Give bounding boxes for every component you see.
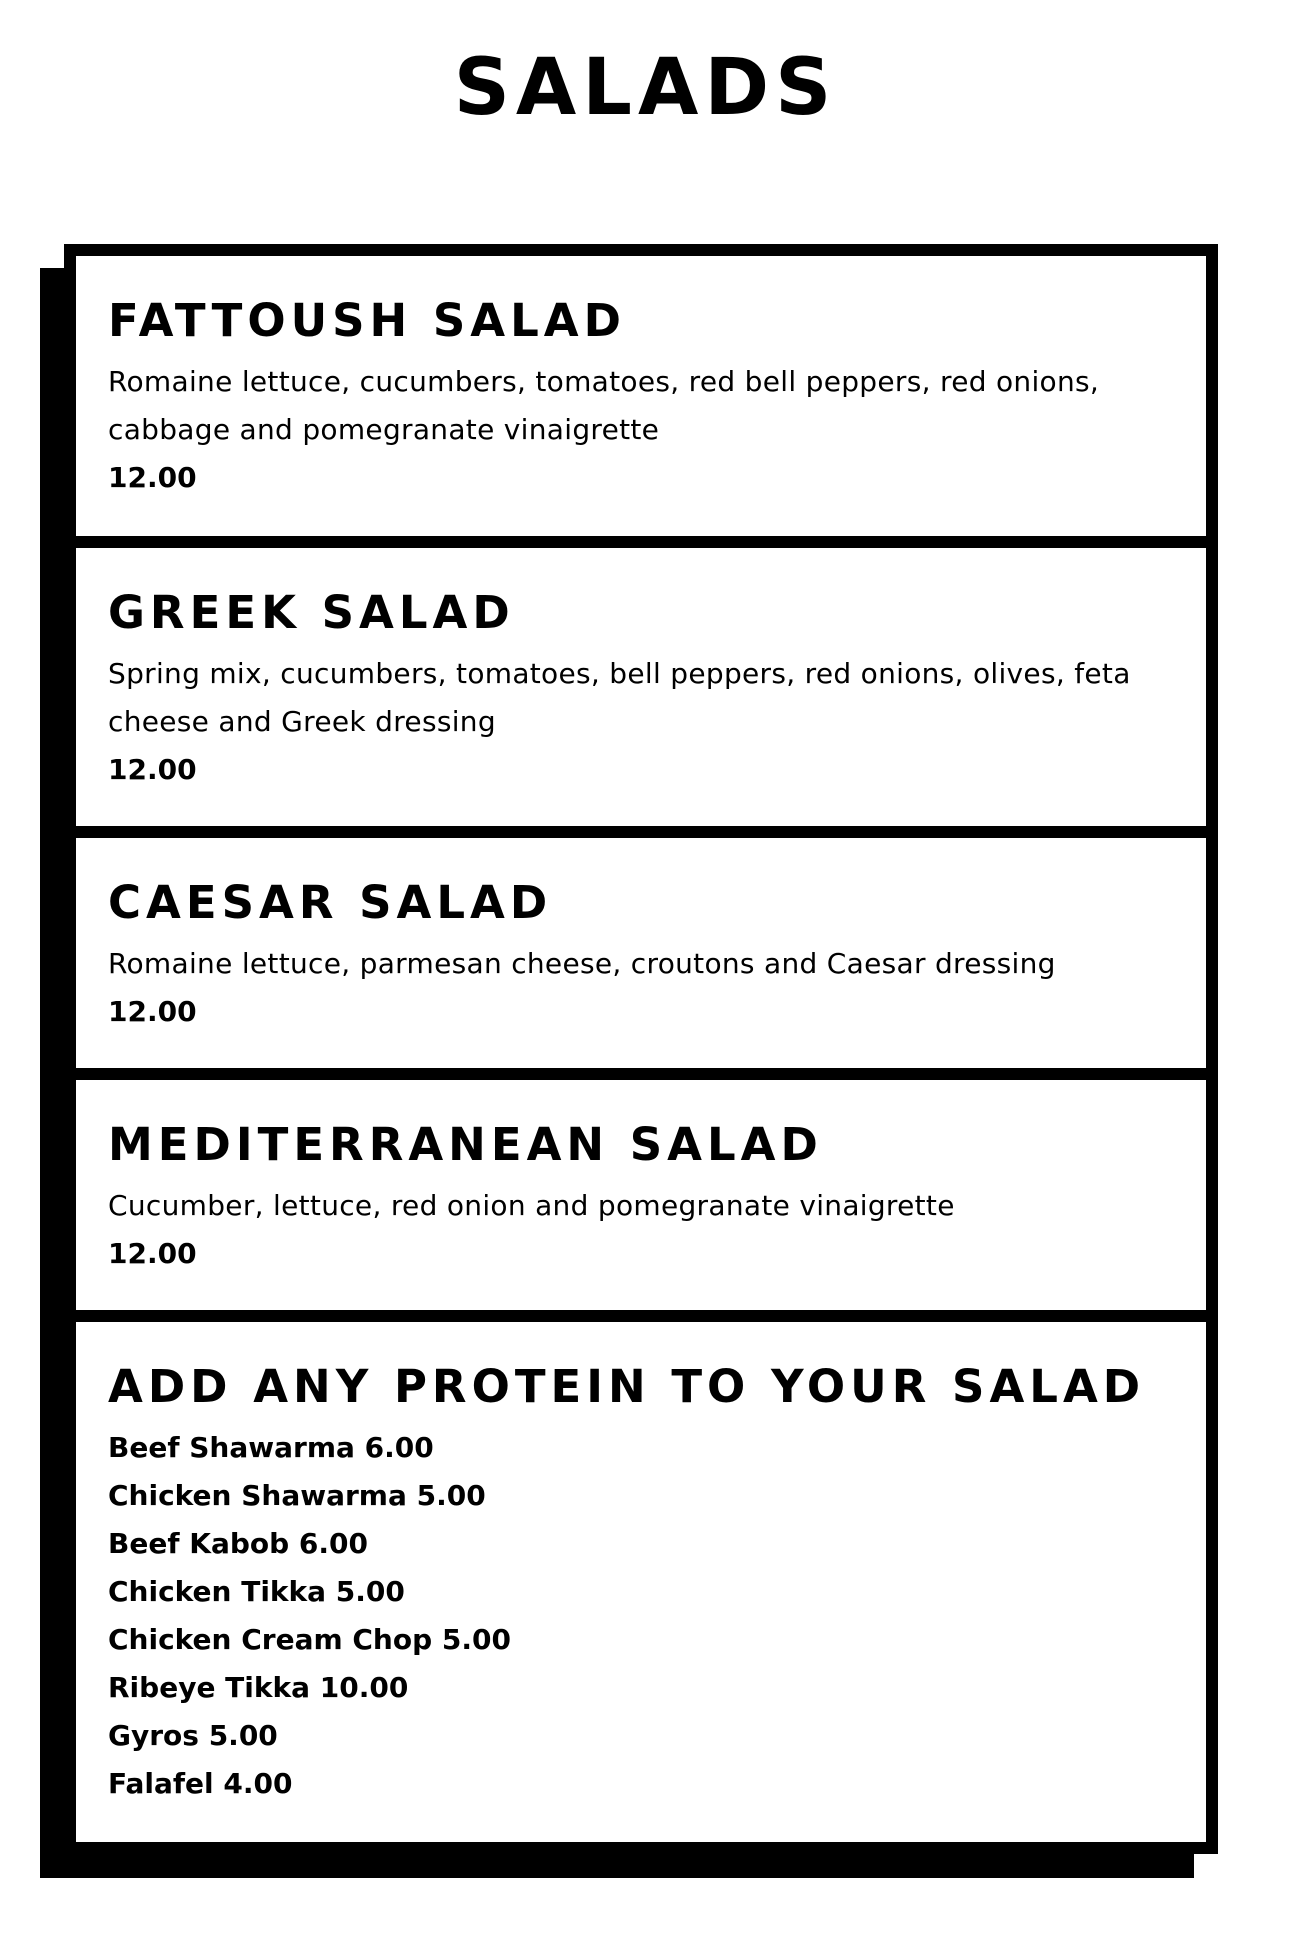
menu-item-greek xyxy=(76,548,1206,826)
page-title: SALADS xyxy=(453,43,838,133)
protein-option: Chicken Shawarma 5.00 xyxy=(108,1479,486,1512)
item-name: FATTOUSH SALAD xyxy=(108,294,626,347)
menu-item-mediterranean xyxy=(76,1080,1206,1310)
protein-option: Falafel 4.00 xyxy=(108,1767,293,1800)
item-name: MEDITERRANEAN SALAD xyxy=(108,1118,823,1171)
item-description: Cucumber, lettuce, red onion and pomegranate vinaigrette xyxy=(108,1189,955,1222)
protein-option: Ribeye Tikka 10.00 xyxy=(108,1671,409,1704)
menu-frame xyxy=(64,244,1218,1854)
menu-item-caesar xyxy=(76,838,1206,1068)
item-description: Romaine lettuce, parmesan cheese, croutons and Caesar dressing xyxy=(108,947,1056,980)
protein-list xyxy=(108,1424,1166,1808)
protein-option: Chicken Cream Chop 5.00 xyxy=(108,1623,511,1656)
item-name: GREEK SALAD xyxy=(108,586,515,639)
item-description: Spring mix, cucumbers, tomatoes, bell peppers, red onions, olives, feta cheese and Greek dressing xyxy=(108,657,1131,738)
item-description: Romaine lettuce, cucumbers, tomatoes, red bell peppers, red onions, cabbage and pomegranate vinaigrette xyxy=(108,365,1100,446)
protein-option: Beef Shawarma 6.00 xyxy=(108,1431,434,1464)
protein-heading: ADD ANY PROTEIN TO YOUR SALAD xyxy=(108,1360,1146,1413)
item-price: 12.00 xyxy=(108,753,197,786)
protein-option: Chicken Tikka 5.00 xyxy=(108,1575,405,1608)
item-price: 12.00 xyxy=(108,1237,197,1270)
item-price: 12.00 xyxy=(108,995,197,1028)
protein-option: Beef Kabob 6.00 xyxy=(108,1527,368,1560)
item-price: 12.00 xyxy=(108,461,197,494)
item-name: CAESAR SALAD xyxy=(108,876,553,929)
protein-option: Gyros 5.00 xyxy=(108,1719,278,1752)
menu-item-fattoush xyxy=(76,256,1206,536)
protein-addons-section xyxy=(76,1322,1206,1842)
